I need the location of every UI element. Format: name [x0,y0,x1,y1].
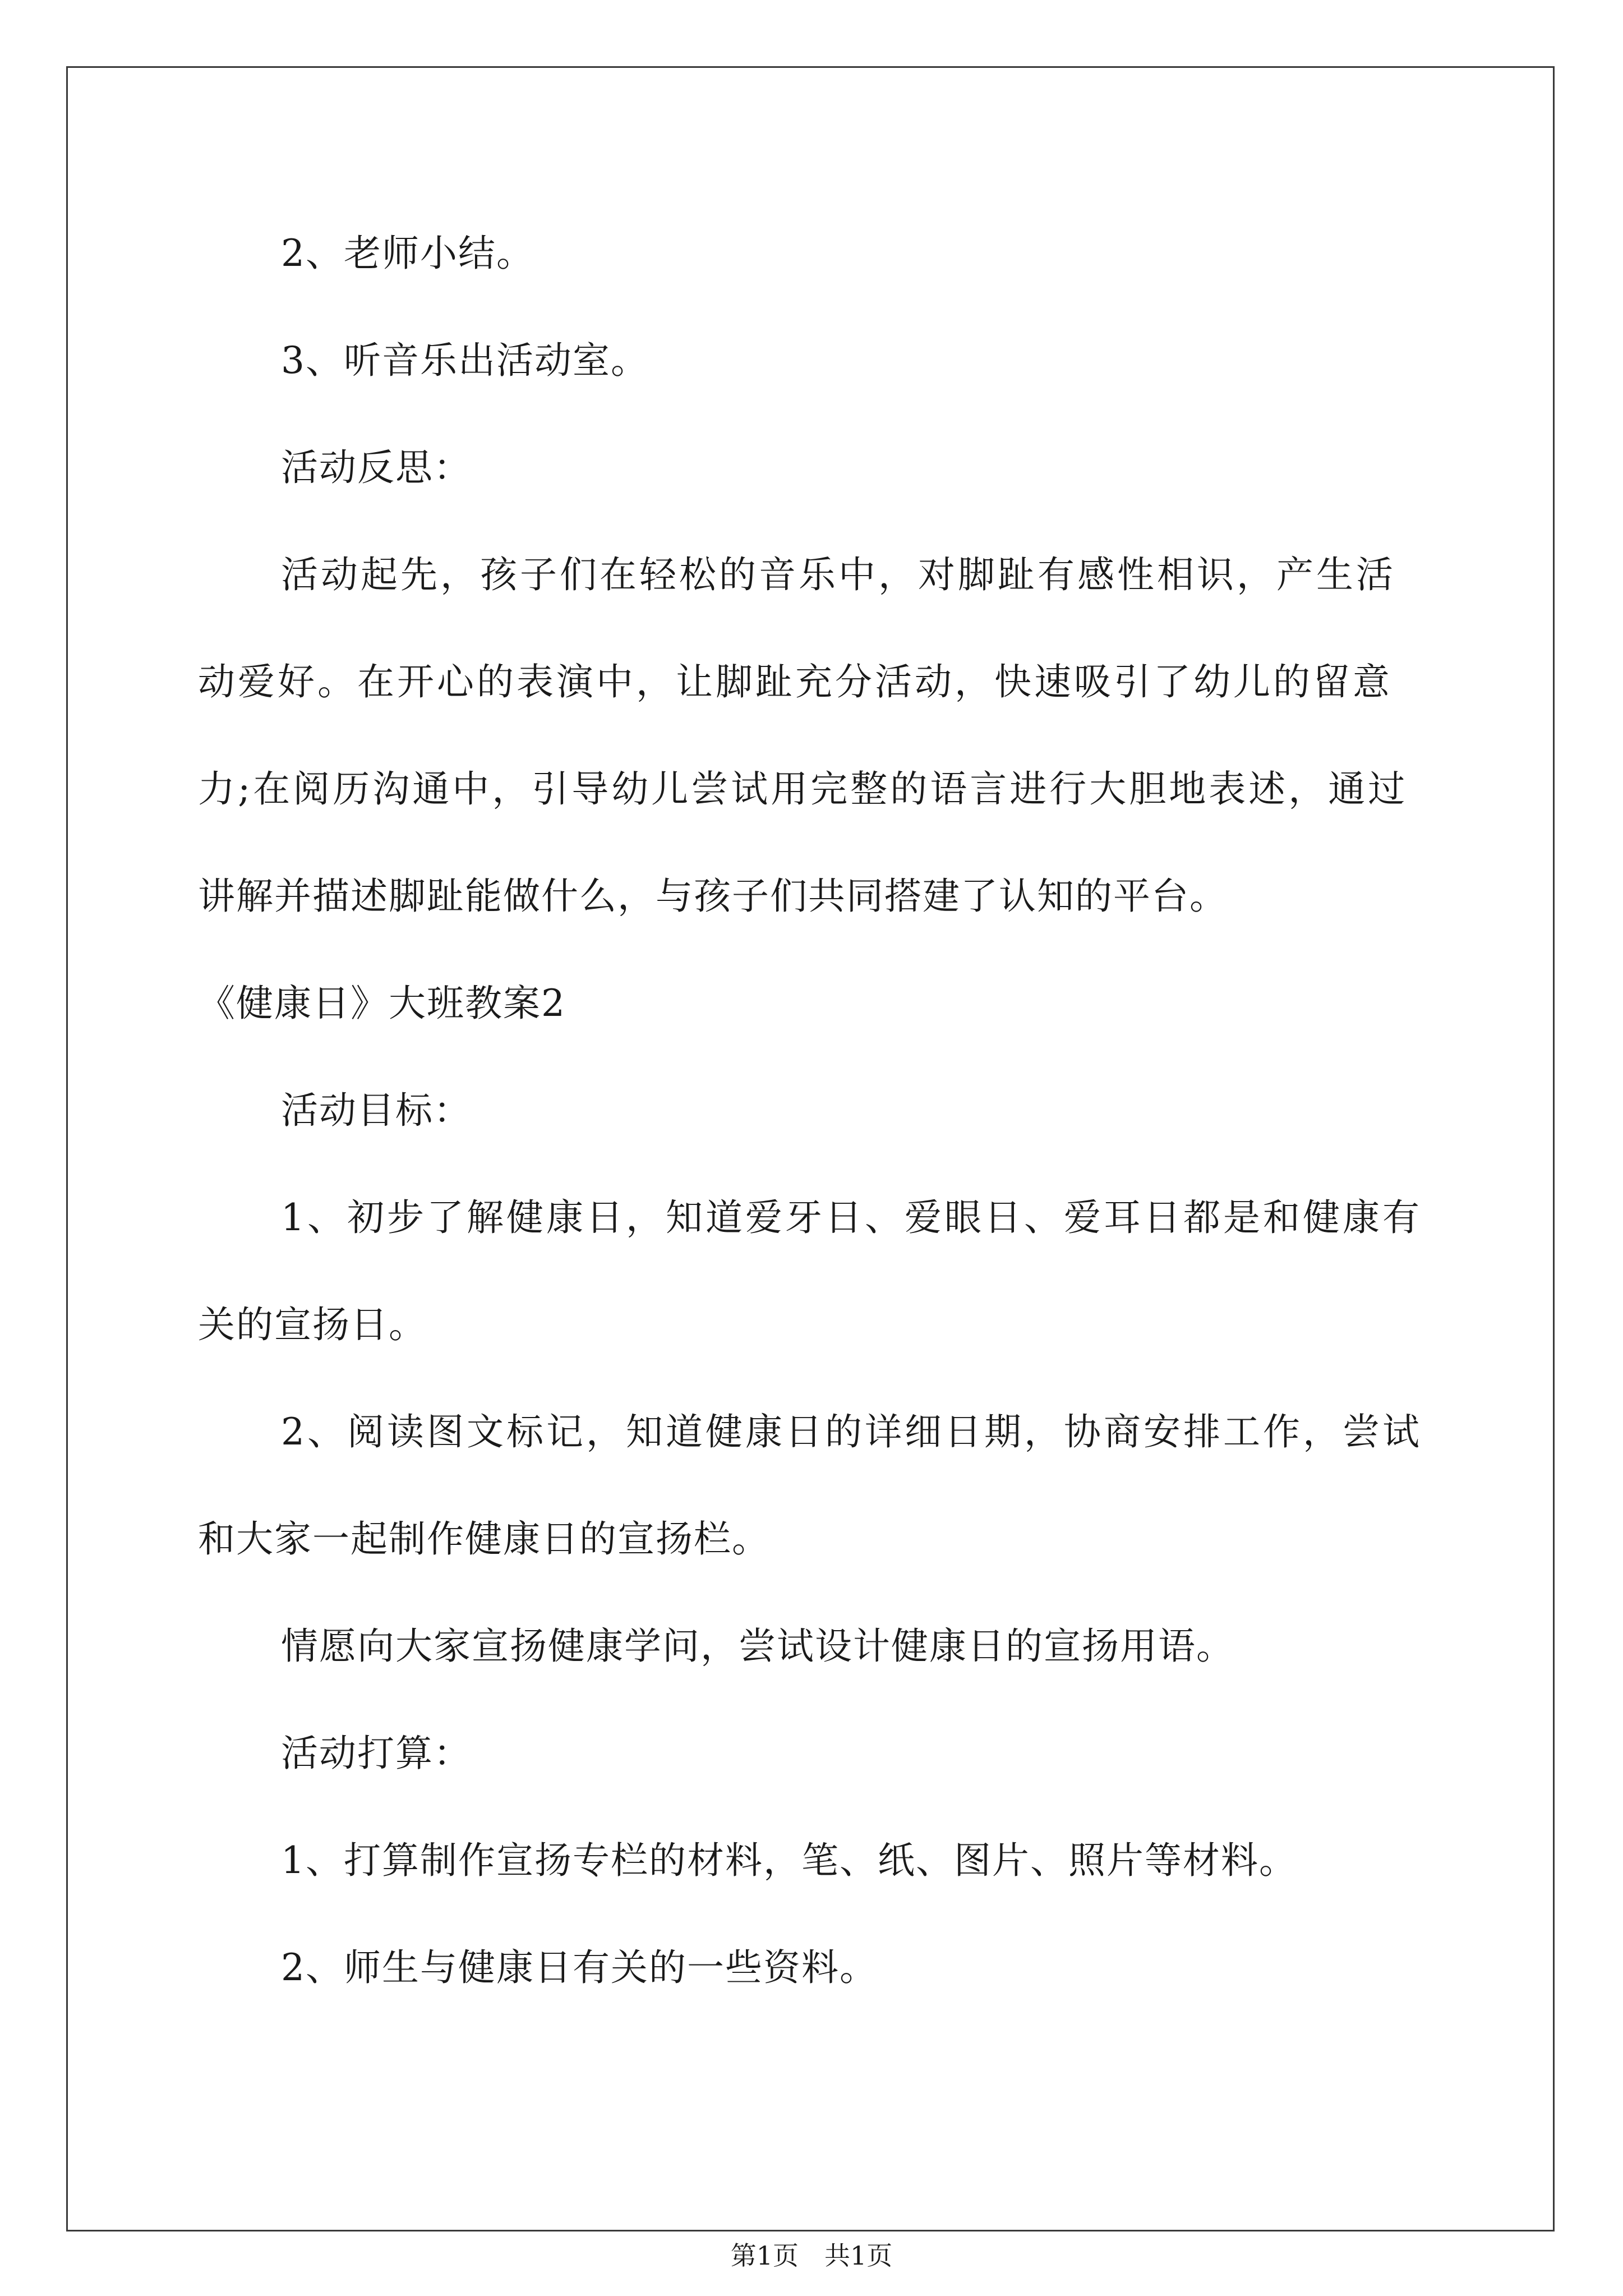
document-body [66,66,1555,2231]
preparation-heading: 活动打算： [281,1732,472,1775]
reflection-paragraph-line-1: 活动起先，孩子们在轻松的音乐中，对脚趾有感性相识，产生活 [281,553,1396,596]
objective-2-line-2: 和大家一起制作健康日的宣扬栏。 [198,1517,770,1561]
reflection-paragraph-line-3: 力;在阅历沟通中，引导幼儿尝试用完整的语言进行大胆地表述，通过 [198,767,1408,811]
reflection-paragraph-line-4: 讲解并描述脚趾能做什么，与孩子们共同搭建了认知的平台。 [198,875,1228,918]
step-3-exit: 3、听音乐出活动室。 [281,339,649,382]
objectives-heading: 活动目标： [281,1089,472,1132]
objective-1-line-2: 关的宣扬日。 [198,1303,427,1346]
objective-2-line-1: 2、阅读图文标记，知道健康日的详细日期，协商安排工作，尝试 [281,1410,1422,1453]
objective-3: 情愿向大家宣扬健康学问，尝试设计健康日的宣扬用语。 [281,1625,1234,1668]
preparation-2: 2、师生与健康日有关的一些资料。 [281,1946,878,1989]
reflection-heading: 活动反思： [281,446,472,489]
page-number-footer: 第1页 共1页 [730,2240,893,2271]
preparation-1: 1、打算制作宣扬专栏的材料，笔、纸、图片、照片等材料。 [281,1839,1297,1882]
lesson-title: 《健康日》大班教案2 [198,982,566,1025]
step-2-summary: 2、老师小结。 [281,232,534,275]
objective-1-line-1: 1、初步了解健康日，知道爱牙日、爱眼日、爱耳日都是和健康有 [281,1196,1422,1239]
reflection-paragraph-line-2: 动爱好。在开心的表演中，让脚趾充分活动，快速吸引了幼儿的留意 [198,660,1393,703]
